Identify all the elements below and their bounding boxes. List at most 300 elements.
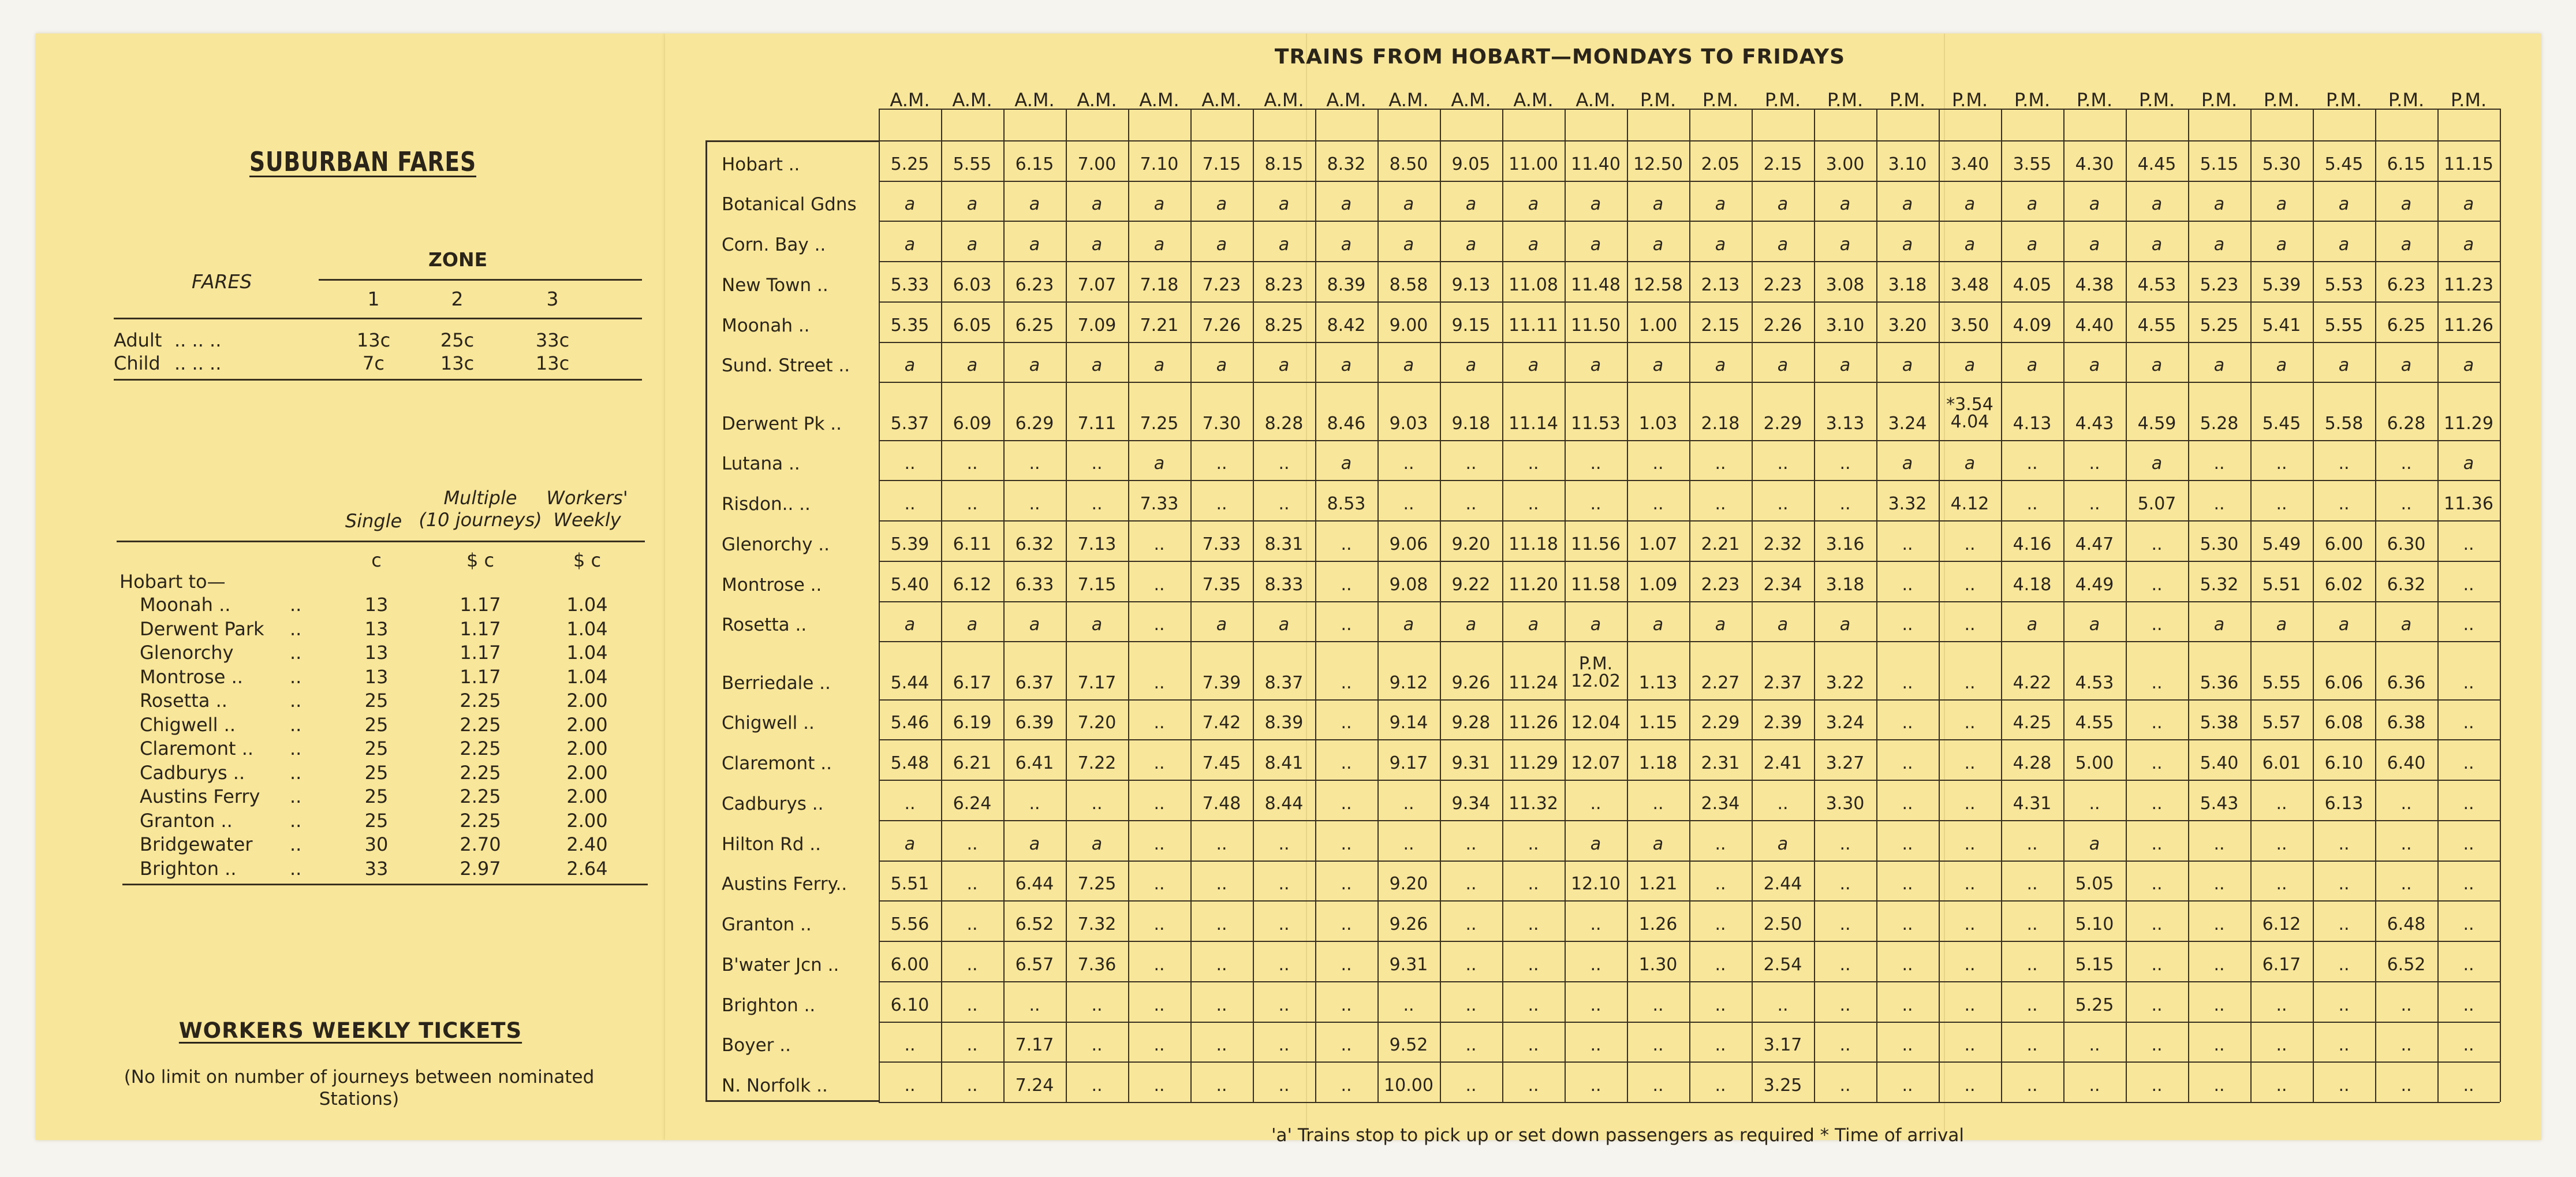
time-cell: 4.40: [2075, 315, 2114, 336]
time-cell: ..: [2276, 494, 2287, 515]
time-cell: ..: [1403, 995, 1414, 1015]
time-cell: ..: [1902, 713, 1913, 733]
leader-dots: ..: [290, 690, 302, 712]
grid-column-rule: [1128, 109, 1129, 1102]
time-cell: ..: [1091, 793, 1103, 814]
grid-row-rule: [879, 221, 2500, 222]
time-cell: ..: [1715, 995, 1726, 1015]
time-cell: a: [2276, 355, 2287, 376]
time-cell: ..: [1278, 954, 1290, 975]
workers-weekly-note: (No limit on number of journeys between nominated Stations): [124, 1067, 595, 1109]
time-cell: ..: [1715, 1035, 1726, 1056]
time-cell: ..: [1715, 494, 1726, 515]
destination-name: Granton ..: [140, 809, 233, 832]
destination-name: Austins Ferry: [140, 785, 260, 807]
time-cell: ..: [2338, 995, 2350, 1015]
time-cell: ..: [2151, 954, 2163, 975]
column-header: A.M.: [1513, 89, 1554, 111]
time-cell: 11.26: [1509, 713, 1558, 733]
time-cell: ..: [2276, 1075, 2287, 1096]
time-cell: a: [1029, 234, 1040, 255]
time-cell: 9.15: [1451, 315, 1491, 336]
time-cell: 5.53: [2324, 274, 2364, 295]
leader-dots: ..: [290, 809, 302, 832]
time-cell: 7.45: [1202, 753, 1241, 774]
grid-column-rule: [1003, 109, 1005, 1102]
zone-rule: [319, 279, 642, 281]
time-cell: 7.21: [1140, 315, 1179, 336]
time-cell: a: [2463, 234, 2474, 255]
station-name: Boyer ..: [722, 1035, 791, 1056]
time-cell: ..: [2463, 995, 2474, 1015]
station-name: Derwent Pk ..: [722, 413, 842, 434]
time-cell: 5.28: [2200, 413, 2239, 434]
time-cell: ..: [1465, 914, 1477, 935]
grid-row-rule: [879, 181, 2500, 182]
time-cell: 6.10: [890, 995, 929, 1015]
time-cell: ..: [2463, 1075, 2474, 1096]
leader-dots: ..: [290, 594, 302, 616]
time-cell: ..: [1278, 874, 1290, 895]
single-fare: 25: [364, 713, 389, 736]
time-cell: ..: [1341, 995, 1352, 1015]
time-cell: ..: [2338, 874, 2350, 895]
time-cell: 4.13: [2013, 413, 2052, 434]
time-cell: ..: [1278, 453, 1290, 474]
time-cell: ..: [2463, 914, 2474, 935]
time-cell: 4.22: [2013, 672, 2052, 693]
time-cell: 7.15: [1077, 574, 1117, 595]
time-cell: a: [2400, 614, 2412, 635]
grid-row-rule: [879, 861, 2500, 862]
time-cell: ..: [1777, 995, 1789, 1015]
time-cell: ..: [1652, 793, 1664, 814]
time-cell: ..: [2089, 494, 2100, 515]
time-cell: a: [1652, 234, 1664, 255]
time-cell: ..: [1341, 753, 1352, 774]
multiple-fare: 2.25: [460, 713, 501, 736]
grid-row-rule: [879, 780, 2500, 781]
time-cell: 7.09: [1077, 315, 1117, 336]
station-name: Sund. Street ..: [722, 355, 850, 377]
time-cell: a: [1465, 194, 1477, 215]
column-header: A.M.: [1388, 89, 1429, 111]
time-cell: ..: [2026, 494, 2038, 515]
time-cell: ..: [1153, 1075, 1165, 1096]
zone-label: ZONE: [428, 248, 488, 271]
weekly-header: Workers' Weekly: [546, 487, 628, 531]
time-cell: ..: [1777, 453, 1789, 474]
column-header: P.M.: [1889, 89, 1926, 111]
leader-dots: ..: [290, 617, 302, 640]
time-cell: a: [2151, 194, 2163, 215]
station-name: N. Norfolk ..: [722, 1075, 828, 1096]
time-cell: a: [1777, 234, 1789, 255]
time-cell: 1.00: [1638, 315, 1678, 336]
time-cell: ..: [1715, 833, 1726, 854]
time-cell: 5.51: [890, 874, 929, 895]
multiple-fare: 2.25: [460, 809, 501, 832]
time-cell: ..: [1528, 874, 1539, 895]
time-cell: ..: [1715, 1075, 1726, 1096]
fare-zone-3: 33c: [535, 329, 570, 351]
time-cell: a: [1652, 614, 1664, 635]
time-cell: 5.35: [890, 315, 929, 336]
time-cell: a: [1216, 355, 1227, 376]
time-cell: 6.24: [953, 793, 992, 814]
grid-column-rule: [1315, 109, 1316, 1102]
time-cell: ..: [1839, 914, 1851, 935]
fares-label: FARES: [192, 270, 252, 293]
time-cell: 3.00: [1825, 154, 1865, 174]
time-cell: a: [1528, 614, 1539, 635]
weekly-fare: 2.64: [566, 857, 608, 880]
time-cell: 5.38: [2200, 713, 2239, 733]
time-cell: 5.43: [2200, 793, 2239, 814]
time-cell: 8.39: [1264, 713, 1304, 733]
grid-row-rule: [879, 820, 2500, 821]
time-cell: a: [2089, 355, 2100, 376]
time-cell: 5.51: [2262, 574, 2301, 595]
weekly-fare: 2.00: [566, 713, 608, 736]
time-cell: 6.15: [1015, 154, 1054, 174]
time-cell: ..: [2213, 874, 2225, 895]
time-cell: 7.11: [1077, 413, 1117, 434]
time-cell: a: [2338, 355, 2350, 376]
time-cell: ..: [2338, 453, 2350, 474]
grid-column-rule: [2188, 109, 2189, 1102]
time-cell: ..: [1964, 713, 1976, 733]
grid-row-rule: [879, 1102, 2500, 1103]
weekly-fare: 2.00: [566, 738, 608, 759]
multiple-fare: 1.17: [460, 642, 501, 664]
time-cell: ..: [1029, 995, 1040, 1015]
time-cell: 6.13: [2324, 793, 2364, 814]
time-cell: ..: [2026, 453, 2038, 474]
time-cell: 3.10: [1888, 154, 1927, 174]
time-cell: 2.05: [1701, 154, 1740, 174]
time-cell: ..: [1902, 1075, 1913, 1096]
time-cell: ..: [2026, 1075, 2038, 1096]
time-cell: a: [2400, 355, 2412, 376]
column-header: P.M.: [1640, 89, 1677, 111]
time-cell: 9.34: [1451, 793, 1491, 814]
grid-column-rule: [1814, 109, 1815, 1102]
time-cell: ..: [1839, 874, 1851, 895]
time-cell: a: [1528, 234, 1539, 255]
time-cell: a: [1964, 234, 1976, 255]
time-cell: ..: [1465, 833, 1477, 854]
time-cell: 2.29: [1701, 713, 1740, 733]
time-cell: ..: [1652, 995, 1664, 1015]
single-fare: 25: [364, 738, 389, 759]
time-cell: 5.25: [2075, 995, 2114, 1015]
time-cell: ..: [2463, 1035, 2474, 1056]
time-cell: 5.48: [890, 753, 929, 774]
time-cell: ..: [1403, 453, 1414, 474]
time-cell: a: [1964, 194, 1976, 215]
time-cell: a: [2463, 355, 2474, 376]
time-cell: ..: [1964, 672, 1976, 693]
time-cell: 7.20: [1077, 713, 1117, 733]
time-cell: a: [1777, 355, 1789, 376]
time-cell: ..: [1341, 914, 1352, 935]
time-cell: ..: [1403, 793, 1414, 814]
fare-zone-1: 13c: [356, 329, 391, 351]
station-name: Risdon.. ..: [722, 494, 811, 515]
time-cell: 7.00: [1077, 154, 1117, 174]
grid-column-rule: [2126, 109, 2127, 1102]
time-cell: 5.41: [2262, 315, 2301, 336]
leader-dots: ..: [290, 665, 302, 688]
station-name: Brighton ..: [722, 995, 816, 1016]
single-fare: 13: [364, 642, 389, 664]
time-cell: 8.25: [1264, 315, 1304, 336]
time-cell: ..: [1839, 1035, 1851, 1056]
multiple-fare: 2.97: [460, 857, 501, 880]
grid-column-rule: [1565, 109, 1566, 1102]
time-cell: 9.06: [1389, 534, 1428, 554]
time-cell: 7.39: [1202, 672, 1241, 693]
time-cell: 7.42: [1202, 713, 1241, 733]
time-cell: 2.23: [1763, 274, 1802, 295]
time-cell: ..: [2151, 534, 2163, 554]
time-cell: ..: [1216, 833, 1227, 854]
time-cell: a: [1839, 194, 1851, 215]
multiple-unit: $ c: [466, 549, 495, 571]
time-cell: 6.23: [1015, 274, 1054, 295]
time-cell: a: [1091, 355, 1103, 376]
time-cell: a: [2151, 453, 2163, 474]
time-cell: 3.08: [1825, 274, 1865, 295]
time-cell: 6.25: [2387, 315, 2426, 336]
time-cell: a: [2276, 234, 2287, 255]
time-cell: 7.13: [1077, 534, 1117, 554]
time-cell: 11.24: [1509, 672, 1558, 693]
time-cell: ..: [1153, 995, 1165, 1015]
column-header: P.M.: [2014, 89, 2051, 111]
time-cell: a: [2276, 194, 2287, 215]
time-cell: 7.25: [1077, 874, 1117, 895]
time-cell: 4.53: [2137, 274, 2176, 295]
fare-row-label: Child: [114, 352, 160, 374]
time-cell: ..: [2089, 1075, 2100, 1096]
time-cell: ..: [1216, 874, 1227, 895]
time-cell: 5.23: [2200, 274, 2239, 295]
time-cell: ..: [1216, 494, 1227, 515]
time-cell: ..: [1465, 954, 1477, 975]
time-cell: 6.08: [2324, 713, 2364, 733]
time-cell: a: [1465, 614, 1477, 635]
time-cell: ..: [2400, 874, 2412, 895]
time-cell: ..: [1091, 453, 1103, 474]
time-cell: 7.33: [1140, 494, 1179, 515]
time-cell: a: [2213, 194, 2225, 215]
time-cell: ..: [1465, 995, 1477, 1015]
time-cell: 7.18: [1140, 274, 1179, 295]
grid-column-rule: [2500, 109, 2501, 1102]
time-cell: ..: [1341, 713, 1352, 733]
time-cell: 5.30: [2200, 534, 2239, 554]
time-cell: ..: [2026, 954, 2038, 975]
time-cell: 6.48: [2387, 914, 2426, 935]
column-header: A.M.: [1576, 89, 1616, 111]
time-cell: a: [1839, 614, 1851, 635]
time-cell: ..: [1091, 1035, 1103, 1056]
time-cell: 2.41: [1763, 753, 1802, 774]
time-cell: ..: [1528, 494, 1539, 515]
time-cell: 6.10: [2324, 753, 2364, 774]
time-cell: a: [1465, 234, 1477, 255]
time-cell: ..: [1902, 1035, 1913, 1056]
time-cell: 8.15: [1264, 154, 1304, 174]
station-name: Chigwell ..: [722, 713, 815, 734]
time-cell: a: [1153, 355, 1165, 376]
single-fare: 30: [364, 833, 389, 855]
single-fare: 25: [364, 785, 389, 807]
time-cell: 3.25: [1763, 1075, 1802, 1096]
time-cell: 3.30: [1825, 793, 1865, 814]
time-cell: 6.09: [953, 413, 992, 434]
time-cell: 6.06: [2324, 672, 2364, 693]
time-cell: 11.11: [1509, 315, 1558, 336]
time-cell: *3.54 4.04: [1946, 394, 1993, 432]
grid-row-rule: [879, 941, 2500, 942]
station-name: Hobart ..: [722, 154, 800, 175]
column-header: A.M.: [1326, 89, 1367, 111]
time-cell: ..: [1590, 793, 1601, 814]
fare-zone-2: 25c: [440, 329, 475, 351]
time-cell: ..: [1278, 1035, 1290, 1056]
single-fare: 25: [364, 809, 389, 832]
timetable-title: TRAINS FROM HOBART—MONDAYS TO FRIDAYS: [1274, 45, 1846, 69]
time-cell: a: [1278, 194, 1290, 215]
time-cell: 9.22: [1451, 574, 1491, 595]
time-cell: 2.34: [1701, 793, 1740, 814]
time-cell: 5.55: [2324, 315, 2364, 336]
time-cell: 2.27: [1701, 672, 1740, 693]
destination-name: Bridgewater: [140, 833, 253, 855]
time-cell: ..: [2026, 995, 2038, 1015]
time-cell: a: [1341, 194, 1352, 215]
time-cell: ..: [2151, 672, 2163, 693]
time-cell: ..: [2400, 793, 2412, 814]
weekly-fare: 1.04: [566, 617, 608, 640]
time-cell: 6.02: [2324, 574, 2364, 595]
time-cell: 7.32: [1077, 914, 1117, 935]
time-cell: a: [1091, 234, 1103, 255]
time-cell: ..: [904, 793, 916, 814]
time-cell: a: [1091, 194, 1103, 215]
grid-row-rule: [879, 1061, 2500, 1063]
time-cell: 11.48: [1571, 274, 1621, 295]
time-cell: ..: [966, 453, 978, 474]
time-cell: 7.24: [1015, 1075, 1054, 1096]
time-cell: a: [1652, 833, 1664, 854]
time-cell: 7.33: [1202, 534, 1241, 554]
time-cell: 11.50: [1571, 315, 1621, 336]
time-cell: 11.26: [2444, 315, 2493, 336]
grid-column-rule: [1876, 109, 1877, 1102]
time-cell: 9.20: [1389, 874, 1428, 895]
time-cell: 11.56: [1571, 534, 1621, 554]
time-cell: 6.15: [2387, 154, 2426, 174]
time-cell: 9.12: [1389, 672, 1428, 693]
time-cell: ..: [2151, 793, 2163, 814]
time-cell: ..: [2213, 914, 2225, 935]
time-cell: ..: [2463, 534, 2474, 554]
time-cell: 4.45: [2137, 154, 2176, 174]
grid-row-rule: [879, 520, 2500, 522]
time-cell: a: [2026, 614, 2038, 635]
time-cell: 6.57: [1015, 954, 1054, 975]
multiple-fare: 2.25: [460, 761, 501, 784]
ticket-bottom-rule: [122, 884, 648, 885]
time-cell: 6.25: [1015, 315, 1054, 336]
time-cell: a: [1216, 194, 1227, 215]
time-cell: 1.18: [1638, 753, 1678, 774]
time-cell: a: [2400, 234, 2412, 255]
time-cell: ..: [1153, 614, 1165, 635]
weekly-fare: 1.04: [566, 665, 608, 688]
time-cell: ..: [2213, 453, 2225, 474]
time-cell: ..: [1528, 954, 1539, 975]
time-cell: ..: [2400, 833, 2412, 854]
time-cell: ..: [1839, 494, 1851, 515]
time-cell: ..: [1278, 1075, 1290, 1096]
time-cell: 3.40: [1950, 154, 1989, 174]
column-header: P.M.: [1827, 89, 1864, 111]
time-cell: a: [1902, 355, 1913, 376]
time-cell: 7.22: [1077, 753, 1117, 774]
time-cell: ..: [1590, 1075, 1601, 1096]
time-cell: 8.39: [1327, 274, 1366, 295]
time-cell: 2.21: [1701, 534, 1740, 554]
time-cell: ..: [1902, 614, 1913, 635]
time-cell: 11.00: [1509, 154, 1558, 174]
time-cell: 2.26: [1763, 315, 1802, 336]
time-cell: 4.05: [2013, 274, 2052, 295]
destination-name: Rosetta ..: [140, 690, 227, 712]
grid-column-rule: [2437, 109, 2439, 1102]
grid-header-rule: [879, 140, 2500, 141]
time-cell: ..: [1777, 793, 1789, 814]
station-name: Montrose ..: [722, 574, 822, 595]
time-cell: 6.29: [1015, 413, 1054, 434]
time-cell: ..: [1590, 954, 1601, 975]
time-cell: 5.32: [2200, 574, 2239, 595]
time-cell: 4.43: [2075, 413, 2114, 434]
station-name: Hilton Rd ..: [722, 833, 821, 855]
time-cell: a: [1715, 234, 1726, 255]
time-cell: 3.24: [1825, 713, 1865, 733]
time-cell: 4.49: [2075, 574, 2114, 595]
column-header: P.M.: [2076, 89, 2113, 111]
time-cell: 8.46: [1327, 413, 1366, 434]
time-cell: 6.41: [1015, 753, 1054, 774]
time-cell: ..: [1902, 534, 1913, 554]
single-fare: 25: [364, 761, 389, 784]
time-cell: 6.05: [953, 315, 992, 336]
time-cell: ..: [2400, 1075, 2412, 1096]
time-cell: ..: [2151, 833, 2163, 854]
station-name: Claremont ..: [722, 753, 832, 774]
weekly-fare: 2.00: [566, 809, 608, 832]
time-cell: 11.53: [1571, 413, 1621, 434]
time-cell: 9.28: [1451, 713, 1491, 733]
time-cell: 6.17: [953, 672, 992, 693]
time-cell: ..: [1964, 753, 1976, 774]
